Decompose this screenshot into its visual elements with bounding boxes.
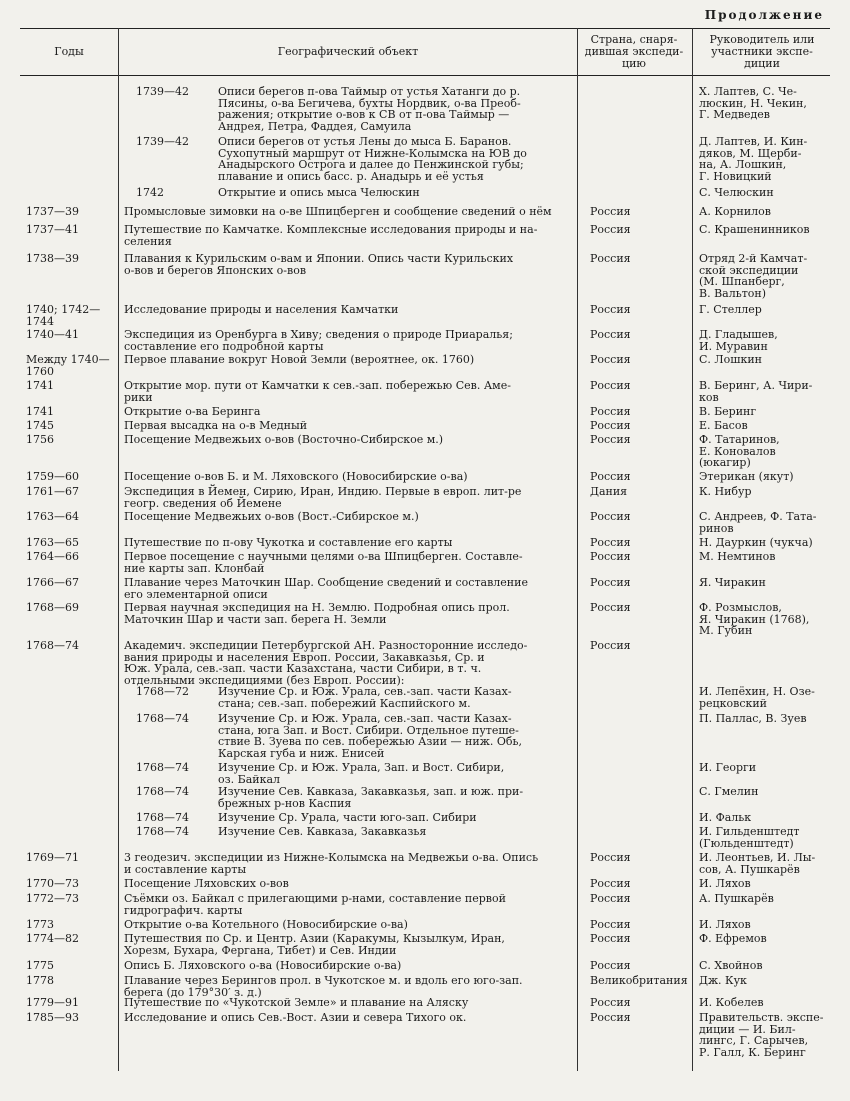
years-cell: 1756 [26,433,54,446]
object-cell: Съёмки оз. Байкал с прилегающими р-нами, составление первой гидрографич. карты [124,892,506,917]
country-cell: Россия [590,918,631,931]
object-cell: Описи берегов от устья Лены до мыса Б. Баранов. Сухопутный маршрут от Нижне-Колымска на ЮВ до Анадырского Острога и далее до Пенжинской губы; плавание и опись басс. р. Анадырь и её устья [218,135,527,184]
object-cell: Изучение Ср. Урала, части юго-зап. Сибири [218,811,477,824]
country-cell: Россия [590,892,631,905]
object-cell: Первая научная экспедиция на Н. Землю. Подробная опись прол. Маточкин Шар и части зап. берега Н. Земли [124,601,510,626]
leaders-cell: А. Пушкарёв [699,892,774,905]
years-cell: 1769—71 [26,851,79,864]
object-cell: Экспедиция из Оренбурга в Хиву; сведения о природе Приаралья; составление его подробной карты [124,328,513,353]
object-cell: Изучение Ср. и Юж. Урала, Зап. и Вост. Сибири, оз. Байкал [218,761,505,786]
object-cell: Открытие о-ва Котельного (Новосибирские о-ва) [124,918,408,931]
country-cell: Великобритания [590,974,688,987]
header-leaders: Руководитель или участники экспе- диции [709,33,815,70]
country-cell: Россия [590,379,631,392]
column-divider-2 [577,28,578,1071]
years-cell: 1772—73 [26,892,79,905]
object-cell: Посещение о-вов Б. и М. Ляховского (Новосибирские о-ва) [124,470,468,483]
country-cell: Россия [590,303,631,316]
country-cell: Россия [590,353,631,366]
leaders-cell: И. Кобелев [699,996,764,1009]
sub-years-cell: 1768—74 [136,712,189,725]
leaders-cell: Этерикан (якут) [699,470,794,483]
continuation-label: Продолжение [704,8,824,22]
country-cell: Россия [590,433,631,446]
leaders-cell: И. Лепёхин, Н. Озе- рецковский [699,685,815,710]
header-years: Годы [54,45,84,58]
object-cell: Посещение Ляховских о-вов [124,877,289,890]
years-cell: Между 1740— 1760 [26,353,110,378]
years-cell: 1764—66 [26,550,79,563]
leaders-cell: И. Ляхов [699,918,751,931]
years-cell: 1737—41 [26,223,79,236]
leaders-cell: Д. Лаптев, И. Кин- дяков, М. Щерби- на, А. Лошкин, Г. Новицкий [699,135,808,184]
country-cell: Россия [590,405,631,418]
leaders-cell: И. Леонтьев, И. Лы- сов, А. Пушкарёв [699,851,816,876]
leaders-cell: С. Лошкин [699,353,762,366]
leaders-cell: Ф. Розмыслов, Я. Чиракин (1768), М. Губин [699,601,810,638]
years-cell: 1763—65 [26,536,79,549]
sub-years-cell: 1739—42 [136,135,189,148]
sub-years-cell: 1739—42 [136,85,189,98]
object-cell: Изучение Ср. и Юж. Урала, сев.-зап. части Казах- стана, юга Зап. и Вост. Сибири. Отдельное путеше- ствие В. Зуева по сев. побережью Азии — ниж. Обь, Карская губа и ниж. Енисей [218,712,522,761]
object-cell: 3 геодезич. экспедиции из Нижне-Колымска на Медвежьи о-ва. Опись и составление карты [124,851,539,876]
object-cell: Плавания к Курильским о-вам и Японии. Опись части Курильских о-вов и берегов Японских о-вов [124,252,514,277]
years-cell: 1785—93 [26,1011,79,1024]
country-cell: Россия [590,996,631,1009]
sub-years-cell: 1768—74 [136,785,189,798]
leaders-cell: К. Нибур [699,485,752,498]
years-cell: 1761—67 [26,485,79,498]
years-cell: 1741 [26,379,54,392]
years-cell: 1768—69 [26,601,79,614]
column-divider-3 [692,28,693,1071]
years-cell: 1774—82 [26,932,79,945]
country-cell: Россия [590,851,631,864]
object-cell: Плавание через Маточкин Шар. Сообщение сведений и составление его элементарной описи [124,576,528,601]
years-cell: 1773 [26,918,54,931]
leaders-cell: Ф. Татаринов, Е. Коновалов (юкагир) [699,433,780,470]
leaders-cell: Правительств. экспе- диции — И. Бил- лингс, Г. Сарычев, Р. Галл, К. Беринг [699,1011,824,1060]
leaders-cell: С. Гмелин [699,785,759,798]
object-cell: Плавание через Берингов прол. в Чукотское м. и вдоль его юго-зап. берега (до 179°30′ з. д.) [124,974,523,999]
years-cell: 1738—39 [26,252,79,265]
leaders-cell: И. Ляхов [699,877,751,890]
object-cell: Первое плавание вокруг Новой Земли (вероятнее, ок. 1760) [124,353,475,366]
object-cell: Опись Б. Ляховского о-ва (Новосибирские о-ва) [124,959,402,972]
country-cell: Россия [590,550,631,563]
years-cell: 1775 [26,959,54,972]
object-cell: Путешествие по Камчатке. Комплексные исследования природы и на- селения [124,223,538,248]
leaders-cell: Е. Басов [699,419,748,432]
object-cell: Первая высадка на о-в Медный [124,419,308,432]
years-cell: 1763—64 [26,510,79,523]
header-country: Страна, снаря- дившая экспеди- цию [584,33,684,70]
leaders-cell: Н. Дауркин (чукча) [699,536,813,549]
object-cell: Посещение Медвежьих о-вов (Вост.-Сибирское м.) [124,510,419,523]
years-cell: 1737—39 [26,205,79,218]
country-cell: Россия [590,510,631,523]
leaders-cell: И. Георги [699,761,757,774]
years-cell: 1768—74 [26,639,79,652]
years-cell: 1778 [26,974,54,987]
header-object: Географический объект [277,45,419,58]
years-cell: 1741 [26,405,54,418]
sub-years-cell: 1768—72 [136,685,189,698]
object-cell: Путешествие по п-ову Чукотка и составление его карты [124,536,453,549]
leaders-cell: Д. Гладышев, И. Муравин [699,328,778,353]
years-cell: 1779—91 [26,996,79,1009]
object-cell: Экспедиция в Йемен, Сирию, Иран, Индию. Первые в европ. лит-ре геогр. сведения об Йемене [124,485,522,510]
object-cell: Путешествие по «Чукотской Земле» и плавание на Аляску [124,996,469,1009]
object-cell: Изучение Ср. и Юж. Урала, сев.-зап. части Казах- стана; сев.-зап. побережий Каспийского м. [218,685,512,710]
leaders-cell: М. Немтинов [699,550,776,563]
object-cell: Изучение Сев. Кавказа, Закавказья, зап. и юж. при- брежных р-нов Каспия [218,785,524,810]
object-cell: Исследование и опись Сев.-Вост. Азии и севера Тихого ок. [124,1011,467,1024]
country-cell: Россия [590,419,631,432]
leaders-cell: Я. Чиракин [699,576,766,589]
object-cell: Промысловые зимовки на о-ве Шпицберген и сообщение сведений о нём [124,205,552,218]
leaders-cell: Г. Стеллер [699,303,762,316]
sub-years-cell: 1768—74 [136,761,189,774]
leaders-cell: В. Беринг [699,405,757,418]
country-cell: Россия [590,959,631,972]
years-cell: 1759—60 [26,470,79,483]
country-cell: Россия [590,205,631,218]
leaders-cell: А. Корнилов [699,205,771,218]
leaders-cell: В. Беринг, А. Чири- ков [699,379,813,404]
leaders-cell: С. Андреев, Ф. Тата- ринов [699,510,817,535]
sub-years-cell: 1742 [136,186,164,199]
column-divider-1 [118,28,119,1071]
object-cell: Путешествия по Ср. и Центр. Азии (Каракумы, Кызылкум, Иран, Хорезм, Бухара, Фергана, Тибет) и Сев. Индии [124,932,505,957]
leaders-cell: С. Крашенинников [699,223,810,236]
country-cell: Россия [590,1011,631,1024]
sub-years-cell: 1768—74 [136,825,189,838]
sub-years-cell: 1768—74 [136,811,189,824]
country-cell: Россия [590,223,631,236]
country-cell: Россия [590,877,631,890]
leaders-cell: С. Хвойнов [699,959,763,972]
object-cell: Изучение Сев. Кавказа, Закавказья [218,825,427,838]
leaders-cell: Дж. Кук [699,974,747,987]
years-cell: 1745 [26,419,54,432]
country-cell: Дания [590,485,628,498]
leaders-cell: Ф. Ефремов [699,932,767,945]
years-cell: 1740—41 [26,328,79,341]
object-cell: Открытие и опись мыса Челюскин [218,186,420,199]
leaders-cell: П. Паллас, В. Зуев [699,712,807,725]
country-cell: Россия [590,576,631,589]
leaders-cell: Х. Лаптев, С. Че- люскин, Н. Чекин, Г. Медведев [699,85,807,122]
object-cell: Описи берегов п-ова Таймыр от устья Хатанги до р. Пясины, о-ва Бегичева, бухты Нордвик, о-ва Преоб- ражения; открытие о-вов к СВ от п-ова Таймыр — Андрея, Петра, Фаддея, Самуила [218,85,521,134]
object-cell: Исследование природы и населения Камчатки [124,303,399,316]
object-cell: Открытие мор. пути от Камчатки к сев.-зап. побережью Сев. Аме- рики [124,379,511,404]
country-cell: Россия [590,328,631,341]
leaders-cell: Отряд 2-й Камчат- ской экспедиции (М. Шпанберг, В. Вальтон) [699,252,808,301]
country-cell: Россия [590,470,631,483]
leaders-cell: И. Фальк [699,811,752,824]
table-header [20,28,830,76]
country-cell: Россия [590,639,631,652]
country-cell: Россия [590,601,631,614]
object-cell: Первое посещение с научными целями о-ва Шпицберген. Составле- ние карты зап. Клонбай [124,550,523,575]
years-cell: 1740; 1742— 1744 [26,303,101,328]
country-cell: Россия [590,252,631,265]
leaders-cell: И. Гильденштедт (Гюльденштедт) [699,825,800,850]
object-cell: Посещение Медвежьих о-вов (Восточно-Сибирское м.) [124,433,444,446]
years-cell: 1770—73 [26,877,79,890]
object-cell: Академич. экспедиции Петербургской АН. Разносторонние исследо- вания природы и населения Европ. России, Закавказья, Ср. и Юж. Урала, сев.-зап. части Казахстана, части Сибири, в т. ч. отдельными экспедициями (без Европ. России): [124,639,528,688]
years-cell: 1766—67 [26,576,79,589]
leaders-cell: С. Челюскин [699,186,774,199]
object-cell: Открытие о-ва Беринга [124,405,261,418]
country-cell: Россия [590,536,631,549]
country-cell: Россия [590,932,631,945]
